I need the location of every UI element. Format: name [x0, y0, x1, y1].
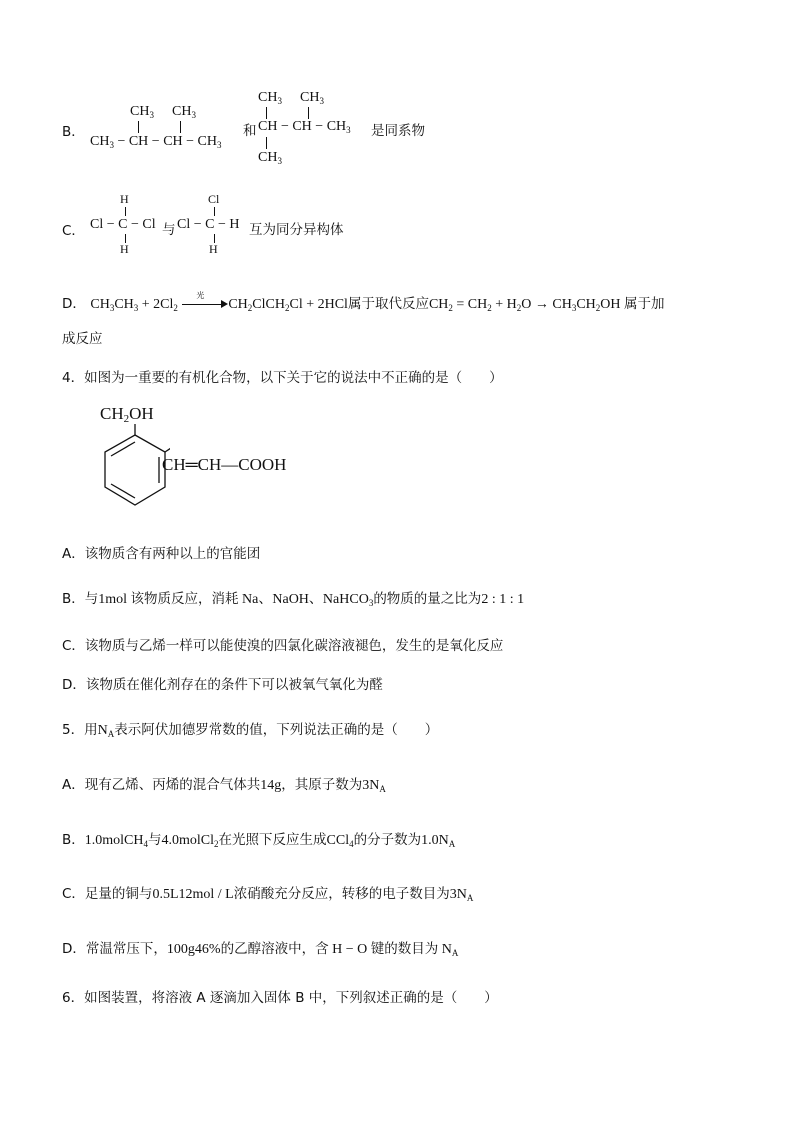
q5-option-d: D．常温常压下，100g46%的乙醇溶液中，含 H − O 键的数目为 $N_A$ [62, 941, 459, 958]
propenoic-chain: CH═CH—COOH [162, 455, 287, 474]
and-word: 和 [243, 123, 257, 139]
c2-h-bottom: H [209, 242, 218, 256]
q4-option-a: A．该物质含有两种以上的官能团 [62, 546, 261, 562]
methyl-top-2: $CH_3$ [300, 90, 324, 106]
option-b-label: B． [62, 124, 85, 140]
option-b-suffix: 是同系物 [371, 123, 425, 139]
c2-cl-top: Cl [208, 192, 220, 206]
methyl-bottom: $CH_3$ [258, 150, 282, 166]
c1-row: Cl − C − Cl [90, 217, 156, 232]
q4-option-c: C．该物质与乙烯一样可以能使溴的四氯化碳溶液褪色，发生的是氧化反应 [62, 638, 504, 654]
option-c-label: C． [62, 223, 85, 239]
option-c-suffix: 互为同分异构体 [249, 222, 344, 238]
reaction-1-right: $CH_2ClCH_2Cl + 2HCl$ [228, 297, 348, 313]
q5-option-b: B．1.0molCH$_4$与4.0molCl$_2$在光照下反应生成CCl$_4$的分子数为$1.0N_A$ [62, 832, 456, 849]
methyl-top-1: $CH_3$ [258, 90, 282, 106]
c1-h-top: H [120, 192, 129, 206]
with-word: 与 [162, 222, 176, 238]
q5-option-c: C．足量的铜与0.5L12mol / L浓硝酸充分反应，转移的电子数目为$3N_A$ [62, 886, 474, 903]
benzene-ring [60, 420, 170, 530]
q4-option-b: B．与1mol 该物质反应，消耗 Na、NaOH、NaHCO$_3$的物质的量之比为2 : 1 : 1 [62, 591, 525, 608]
methyl-branch-1: $CH_3$ [130, 104, 154, 120]
molecule-b2-chain: CH − CH − $CH_3$ [258, 119, 351, 135]
reaction-2: $CH_2 = CH_2 + H_2O \to CH_3CH_2OH$ [428, 297, 625, 313]
q6-stem: 6．如图装置，将溶液 A 逐滴加入固体 B 中，下列叙述正确的是（ ） [62, 990, 498, 1006]
c2-row: Cl − C − H [177, 217, 240, 232]
reaction-1-desc: 属于取代反应 [347, 296, 429, 312]
methyl-branch-2: $CH_3$ [172, 104, 196, 120]
q5-stem: 5．用$N_A$表示阿伏加德罗常数的值，下列说法正确的是（ ） [62, 722, 439, 739]
q5-option-a: A．现有乙烯、丙烯的混合气体共14g，其原子数为$3N_A$ [62, 777, 386, 794]
q4-option-d: D．该物质在催化剂存在的条件下可以被氧气氧化为醛 [62, 677, 383, 693]
reaction-2-desc: 属于加 [624, 296, 665, 312]
molecule-b1-chain: $CH_3$ − CH − CH − $CH_3$ [90, 134, 222, 150]
c1-h-bottom: H [120, 242, 129, 256]
option-d-line1: D． $CH_3CH_3 + 2Cl_2$ 光 $CH_2ClCH_2Cl + 2HCl$属于取代反应$CH_2 = CH_2 + H_2O \to CH_3CH_2OH$ 属于加 [62, 291, 665, 313]
option-d-line2: 成反应 [62, 331, 103, 347]
reaction-1-left: $CH_3CH_3 + 2Cl_2$ [90, 297, 178, 313]
q4-stem: 4．如图为一重要的有机化合物，以下关于它的说法中不正确的是（ ） [62, 370, 503, 386]
light-arrow: 光 [182, 299, 228, 309]
hydroxymethyl-group: $CH_2OH$ [100, 404, 154, 425]
